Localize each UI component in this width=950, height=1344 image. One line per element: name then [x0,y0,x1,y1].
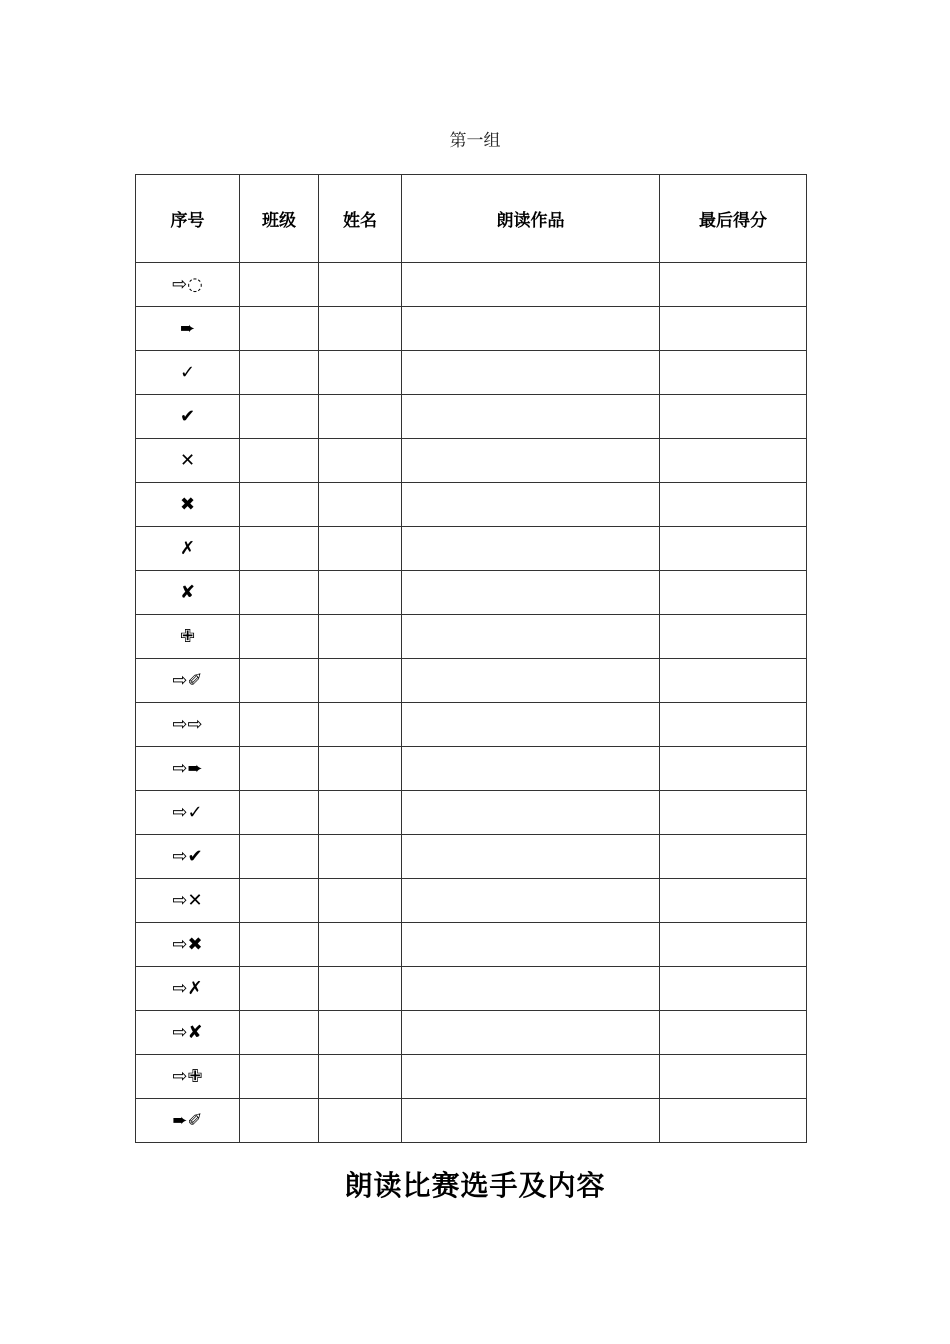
table-row [136,791,807,835]
row-number-symbol: ⇨✔ [172,846,203,867]
table-row [136,615,807,659]
number-cell [136,527,240,571]
number-cell [136,659,240,703]
contestant-table [135,174,807,1143]
class-cell [240,263,319,307]
class-cell [240,659,319,703]
number-cell [136,439,240,483]
table-row [136,351,807,395]
group-title: 第一组 [449,131,501,151]
number-cell [136,351,240,395]
class-cell [240,967,319,1011]
class-cell [240,835,319,879]
class-cell [240,1099,319,1143]
header-reading-work: 朗读作品 [402,175,660,263]
number-cell [136,307,240,351]
table-row [136,835,807,879]
row-number-symbol: ⇨✕ [172,890,203,911]
row-number-symbol: ✙ [179,626,196,647]
final-score-cell [660,351,807,395]
table-row [136,395,807,439]
table-body [136,263,807,1143]
class-cell [240,791,319,835]
class-cell [240,747,319,791]
table-row [136,527,807,571]
class-cell [240,307,319,351]
number-cell [136,703,240,747]
header-name: 姓名 [319,175,402,263]
reading-work-cell [402,879,660,923]
table-row [136,747,807,791]
number-cell [136,263,240,307]
number-cell [136,615,240,659]
number-cell [136,967,240,1011]
class-cell [240,615,319,659]
row-number-symbol: ✔ [179,406,196,427]
class-cell [240,923,319,967]
name-cell [319,1055,402,1099]
row-number-symbol: ⇨✙ [172,1066,203,1087]
reading-work-cell [402,747,660,791]
table-row [136,659,807,703]
table-row [136,307,807,351]
row-number-symbol: ✕ [179,450,196,471]
row-number-symbol: ➨✐ [172,1110,203,1131]
row-number-symbol: ⇨✓ [172,802,203,823]
header-number: 序号 [136,175,240,263]
reading-work-cell [402,835,660,879]
row-number-symbol: ⇨✗ [172,978,203,999]
row-number-symbol: ✗ [179,538,196,559]
final-score-cell [660,703,807,747]
final-score-cell [660,1099,807,1143]
row-number-symbol: ⇨➨ [172,758,203,779]
reading-work-cell [402,483,660,527]
number-cell [136,791,240,835]
final-score-cell [660,1011,807,1055]
table-row [136,439,807,483]
row-number-symbol: ⇨✘ [172,1022,203,1043]
final-score-cell [660,659,807,703]
reading-work-cell [402,571,660,615]
table-row [136,1055,807,1099]
name-cell [319,791,402,835]
final-score-cell [660,571,807,615]
table-row [136,263,807,307]
row-number-symbol: ✘ [179,582,196,603]
table-row [136,1099,807,1143]
name-cell [319,307,402,351]
final-score-cell [660,307,807,351]
reading-work-cell [402,703,660,747]
reading-work-cell [402,1055,660,1099]
name-cell [319,835,402,879]
reading-work-cell [402,615,660,659]
class-cell [240,351,319,395]
class-cell [240,703,319,747]
name-cell [319,351,402,395]
table-row [136,967,807,1011]
table-row [136,483,807,527]
class-cell [240,395,319,439]
table-row [136,1011,807,1055]
row-number-symbol: ✓ [179,362,196,383]
final-score-cell [660,615,807,659]
reading-work-cell [402,1099,660,1143]
number-cell [136,1011,240,1055]
table-row [136,571,807,615]
name-cell [319,395,402,439]
name-cell [319,879,402,923]
final-score-cell [660,483,807,527]
reading-work-cell [402,791,660,835]
table-header-row [136,175,807,263]
class-cell [240,1055,319,1099]
name-cell [319,615,402,659]
document-caption: 朗读比赛选手及内容 [344,1169,606,1202]
final-score-cell [660,967,807,1011]
name-cell [319,923,402,967]
final-score-cell [660,791,807,835]
number-cell [136,879,240,923]
name-cell [319,527,402,571]
class-cell [240,527,319,571]
reading-work-cell [402,351,660,395]
final-score-cell [660,835,807,879]
number-cell [136,395,240,439]
table-row [136,703,807,747]
class-cell [240,439,319,483]
table-row [136,923,807,967]
reading-work-cell [402,439,660,483]
row-number-symbol: ✖ [179,494,196,515]
reading-work-cell [402,1011,660,1055]
name-cell [319,439,402,483]
final-score-cell [660,527,807,571]
name-cell [319,571,402,615]
reading-work-cell [402,395,660,439]
final-score-cell [660,263,807,307]
header-final-score: 最后得分 [660,175,807,263]
row-number-symbol: ⇨⇨ [172,714,203,735]
name-cell [319,967,402,1011]
final-score-cell [660,923,807,967]
class-cell [240,483,319,527]
name-cell [319,263,402,307]
reading-work-cell [402,923,660,967]
reading-work-cell [402,263,660,307]
header-class: 班级 [240,175,319,263]
final-score-cell [660,395,807,439]
row-number-symbol: ⇨◌ [172,274,203,295]
reading-work-cell [402,967,660,1011]
reading-work-cell [402,659,660,703]
number-cell [136,483,240,527]
class-cell [240,1011,319,1055]
final-score-cell [660,747,807,791]
name-cell [319,483,402,527]
name-cell [319,659,402,703]
final-score-cell [660,439,807,483]
final-score-cell [660,879,807,923]
number-cell [136,1055,240,1099]
class-cell [240,879,319,923]
row-number-symbol: ⇨✐ [172,670,203,691]
final-score-cell [660,1055,807,1099]
row-number-symbol: ➨ [179,318,196,339]
reading-work-cell [402,527,660,571]
number-cell [136,835,240,879]
number-cell [136,1099,240,1143]
number-cell [136,747,240,791]
number-cell [136,923,240,967]
class-cell [240,571,319,615]
table-row [136,879,807,923]
reading-work-cell [402,307,660,351]
name-cell [319,1099,402,1143]
name-cell [319,1011,402,1055]
number-cell [136,571,240,615]
row-number-symbol: ⇨✖ [172,934,203,955]
name-cell [319,747,402,791]
name-cell [319,703,402,747]
